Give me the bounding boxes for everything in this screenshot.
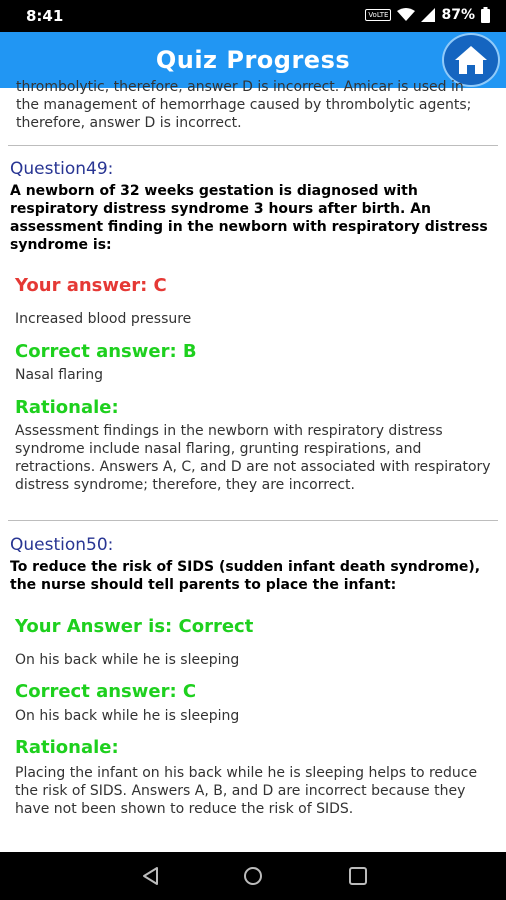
navigation-bar [0, 852, 506, 900]
rationale-text: Assessment findings in the newborn with respiratory distress syndrome include nasal flaring, grunting respirations, and retractions. Answers A, C, and D are not associated with respiratory distress syndrome; therefore, they are incorrect. [15, 423, 491, 493]
divider [8, 520, 498, 521]
wifi-icon [397, 8, 415, 22]
status-time: 8:41 [26, 7, 64, 25]
rationale-label: Rationale: [15, 397, 119, 418]
quiz-results-list[interactable] [0, 79, 506, 852]
question-text: A newborn of 32 weeks gestation is diagnosed with respiratory distress syndrome 3 hours after birth. An assessment finding in the newborn with respiratory distress syndrome is: [10, 183, 488, 253]
your-answer-text: On his back while he is sleeping [15, 652, 240, 668]
your-answer-text: Increased blood pressure [15, 311, 192, 327]
correct-answer-label: Correct answer: B [15, 341, 197, 362]
rationale-label: Rationale: [15, 737, 119, 758]
previous-rationale-text: thrombolytic, therefore, answer D is incorrect. Amicar is used in the management of hemorrhage caused by thrombolytic agents; therefore, answer D is incorrect. [16, 79, 472, 131]
recents-icon[interactable] [348, 866, 368, 886]
status-bar [0, 0, 506, 32]
battery-percent: 87% [441, 7, 475, 23]
page-title: Quiz Progress [155, 46, 351, 74]
home-nav-icon[interactable] [243, 866, 263, 886]
status-icons [365, 7, 490, 23]
correct-answer-text: On his back while he is sleeping [15, 708, 240, 724]
question-text: To reduce the risk of SIDS (sudden infant death syndrome), the nurse should tell parents to place the infant: [10, 559, 481, 593]
question-card [10, 534, 496, 594]
question-title: Question50: [10, 535, 114, 555]
signal-icon [421, 8, 435, 22]
question-card [10, 158, 496, 254]
your-answer-label: Your answer: C [15, 275, 167, 296]
rationale-text: Placing the infant on his back while he is sleeping helps to reduce the risk of SIDS. Answers A, B, and D are incorrect because they have not been shown to reduce the risk of SIDS. [15, 765, 478, 817]
volte-badge: VoLTE [365, 9, 391, 21]
question-title: Question49: [10, 159, 114, 179]
correct-answer-text: Nasal flaring [15, 367, 104, 383]
home-icon [454, 45, 488, 75]
divider [8, 145, 498, 146]
battery-icon [481, 7, 490, 23]
your-answer-label: Your Answer is: Correct [15, 616, 254, 637]
correct-answer-label: Correct answer: C [15, 681, 197, 702]
back-icon[interactable] [141, 866, 161, 886]
